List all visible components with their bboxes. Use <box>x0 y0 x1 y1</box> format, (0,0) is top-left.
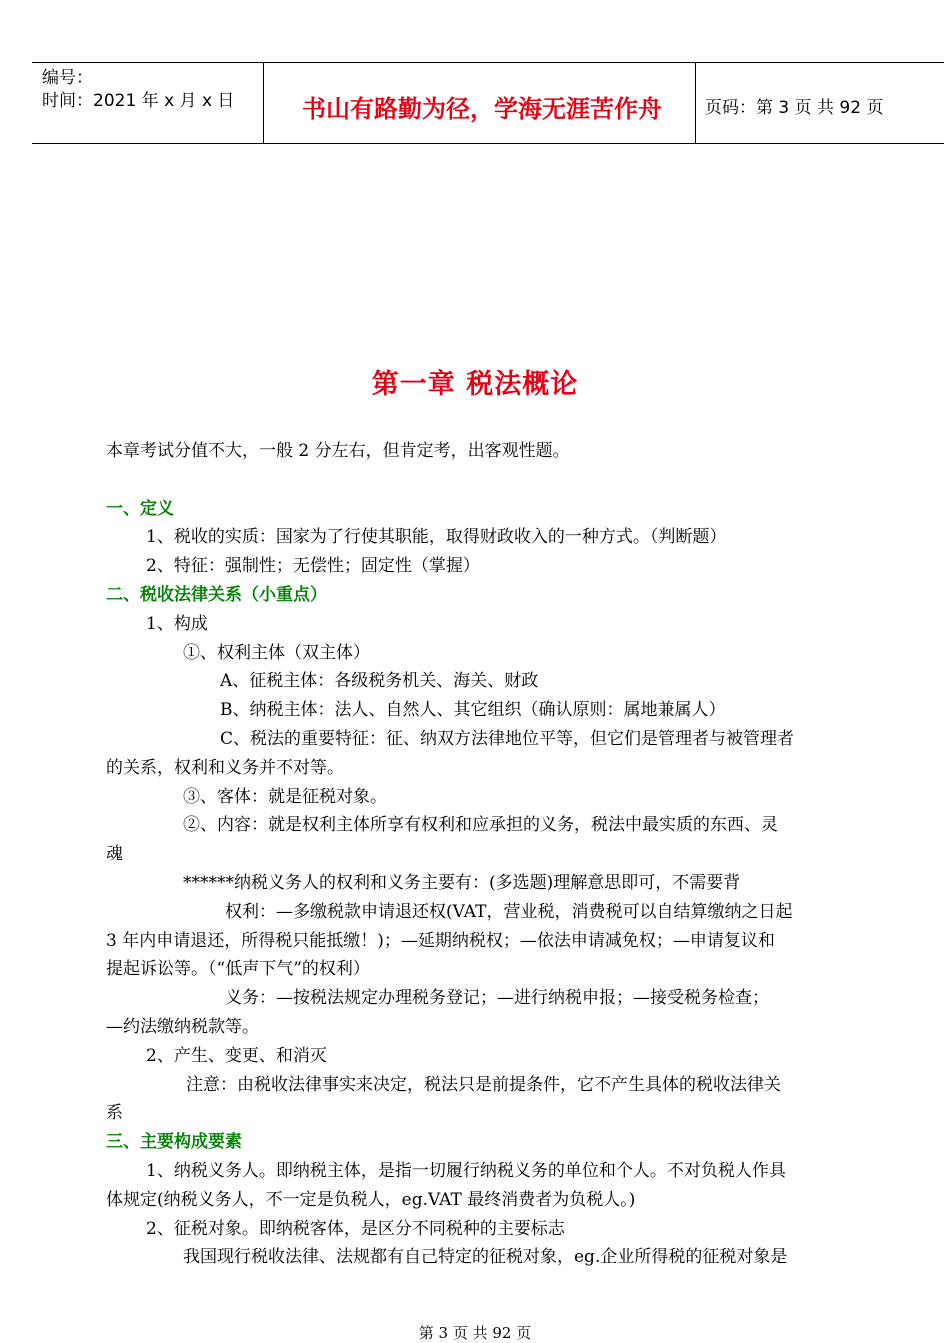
text-line: 2、产生、变更、和消灭 <box>146 1046 327 1066</box>
time-label: 时间：2021 年 x 月 x 日 <box>42 91 235 111</box>
text-line: ①、权利主体（双主体） <box>183 643 370 663</box>
section-heading: 一、定义 <box>106 499 174 519</box>
text-line: 3 年内申请退还，所得税只能抵缴！)；—延期纳税权；—依法申请减免权；—申请复议和 <box>106 931 775 951</box>
text-line: 我国现行税收法律、法规都有自己特定的征税对象，eg.企业所得税的征税对象是 <box>183 1247 788 1267</box>
header-page-info: 页码：第 3 页 共 92 页 <box>705 98 884 118</box>
text-line: 1、构成 <box>146 614 208 634</box>
header-divider <box>695 63 696 143</box>
section-heading: 三、主要构成要素 <box>106 1132 242 1152</box>
text-line: ②、内容：就是权利主体所享有权利和应承担的义务，税法中最实质的东西、灵 <box>183 815 778 835</box>
header-motto: 书山有路勤为径，学海无涯苦作舟 <box>302 95 662 123</box>
header-divider <box>263 63 264 143</box>
intro-paragraph: 本章考试分值不大，一般 2 分左右，但肯定考，出客观性题。 <box>106 441 570 461</box>
text-line: A、征税主体：各级税务机关、海关、财政 <box>220 671 539 691</box>
section-heading: 二、税收法律关系（小重点） <box>106 585 327 605</box>
text-line: 义务：—按税法规定办理税务登记；—进行纳税申报；—接受税务检查； <box>225 988 769 1008</box>
text-line: 2、特征：强制性；无偿性；固定性（掌握） <box>146 556 480 576</box>
text-line: ******纳税义务人的权利和义务主要有：(多选题)理解意思即可，不需要背 <box>183 873 741 893</box>
text-line: 系 <box>106 1103 123 1123</box>
text-line: ③、客体：就是征税对象。 <box>183 787 387 807</box>
text-line: 魂 <box>106 844 123 864</box>
text-line: 体规定(纳税义务人，不一定是负税人，eg.VAT 最终消费者为负税人。) <box>106 1190 636 1210</box>
text-line: 权利：—多缴税款申请退还权(VAT，营业税，消费税可以自结算缴纳之日起 <box>225 902 793 922</box>
text-line: 2、征税对象。即纳税客体，是区分不同税种的主要标志 <box>146 1219 565 1239</box>
text-line: 的关系，权利和义务并不对等。 <box>106 758 344 778</box>
text-line: 1、纳税义务人。即纳税主体，是指一切履行纳税义务的单位和个人。不对负税人作具 <box>146 1161 786 1181</box>
text-line: —约法缴纳税款等。 <box>106 1017 259 1037</box>
page-footer: 第 3 页 共 92 页 <box>418 1324 532 1342</box>
number-label: 编号： <box>42 68 93 88</box>
text-line: 提起诉讼等。（“低声下气”的权利） <box>106 959 370 979</box>
text-line: C、税法的重要特征：征、纳双方法律地位平等，但它们是管理者与被管理者 <box>220 729 795 749</box>
page-header <box>32 62 944 144</box>
header-meta <box>42 67 234 113</box>
text-line: 1、税收的实质：国家为了行使其职能，取得财政收入的一种方式。（判断题） <box>146 527 727 547</box>
text-line: B、纳税主体：法人、自然人、其它组织（确认原则：属地兼属人） <box>220 700 726 720</box>
chapter-title: 第一章 税法概论 <box>371 369 579 400</box>
text-line: 注意：由税收法律事实来决定，税法只是前提条件，它不产生具体的税收法律关 <box>186 1075 781 1095</box>
